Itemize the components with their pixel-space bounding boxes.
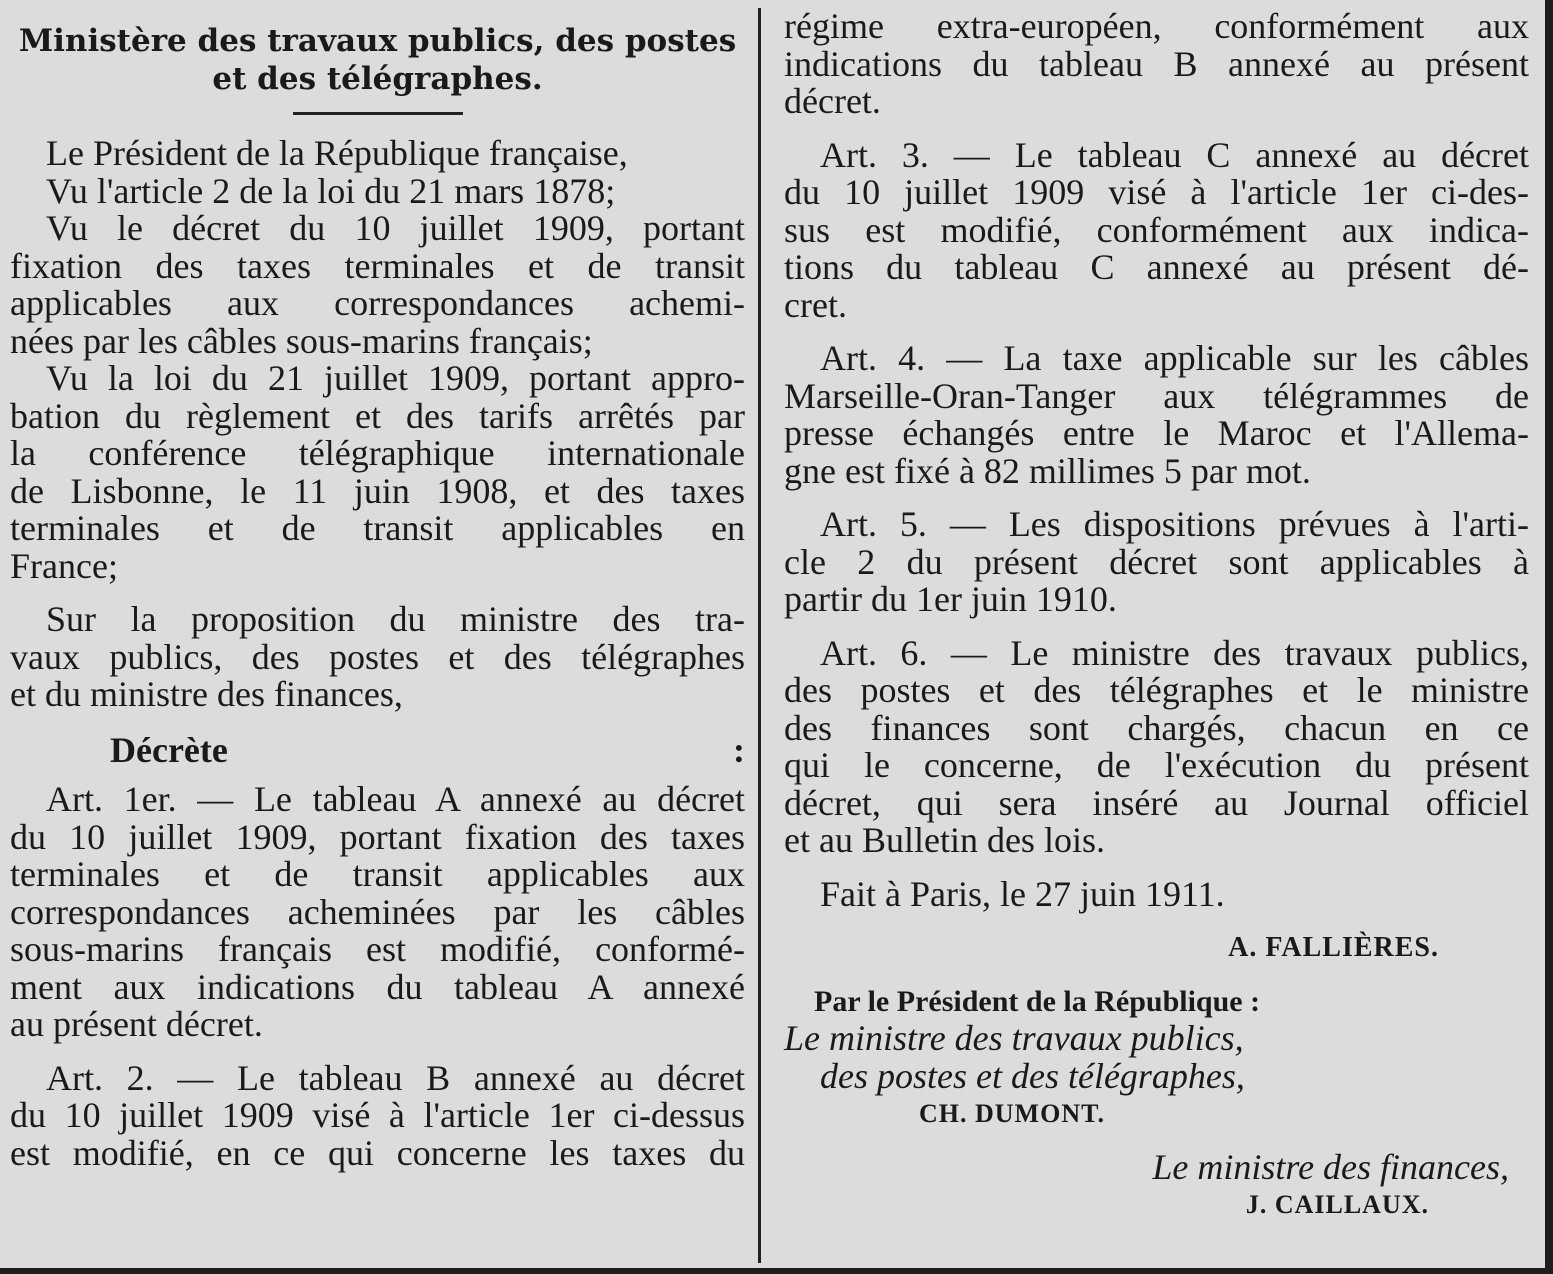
paragraph-line: décret. [784, 81, 881, 121]
paragraph-line: et au Bulletin des lois. [784, 820, 1105, 860]
minister-finances: Le ministre des finances, [1152, 1146, 1509, 1187]
paragraph-line: des finances sont chargés, chacun en ce [784, 707, 1529, 748]
paragraph-line: sous-marins français est modifié, conformé- [10, 929, 745, 969]
signature-caillaux: J. CAILLAUX. [1245, 1190, 1429, 1219]
paragraph-line: et du ministre des finances, [10, 674, 403, 714]
paragraph-line: Vu la loi du 21 juillet 1909, portant appro- [46, 358, 745, 398]
paragraph-line: applicables aux correspondances achemi- [10, 283, 745, 323]
paragraph-line: fixation des taxes terminales et de transit [10, 245, 745, 286]
paragraph-line: Sur la proposition du ministre des tra- [46, 599, 745, 639]
paragraph-line: du 10 juillet 1909 visé à l'article 1er ci-dessus [10, 1095, 745, 1135]
article-2-continued [784, 8, 1529, 121]
vu-decret-1909 [10, 210, 745, 360]
paragraph-line: des postes et des télégraphes et le ministre [784, 670, 1529, 710]
heading-line-2: et des télégraphes. [212, 61, 543, 97]
paragraph-line: Art. 4. — La taxe applicable sur les câbles [820, 338, 1529, 378]
vu-loi-1909 [10, 360, 745, 585]
article-6 [784, 632, 1529, 860]
paragraph-line: cle 2 du présent décret sont applicables à [784, 541, 1529, 582]
signature-fallieres: A. FALLIÈRES. [1228, 932, 1439, 963]
paragraph-line: qui le concerne, de l'exécution du présent [784, 745, 1529, 785]
paragraph-line: régime extra-européen, conformément aux [784, 6, 1529, 46]
paragraph-line: nées par les câbles sous-marins français; [10, 320, 593, 361]
paragraph-line: ment aux indications du tableau A annexé [10, 966, 745, 1007]
paragraph-line: au présent décret. [10, 1004, 263, 1044]
paragraph-line: cret. [784, 284, 847, 325]
paragraph-line: bation du règlement et des tarifs arrêtés par [10, 395, 745, 436]
article-1 [10, 781, 745, 1044]
minister-travaux-line-2: des postes et des télégraphes, [820, 1055, 1245, 1096]
paragraph-line: Art. 1er. — Le tableau A annexé au décret [46, 779, 745, 819]
article-2 [10, 1057, 745, 1173]
paragraph-line: correspondances acheminées par les câbles [10, 891, 745, 932]
minister-travaux-line-1: Le ministre des travaux publics, [784, 1018, 1244, 1058]
paragraph-line: décret, qui sera inséré au Journal officiel [784, 782, 1529, 823]
paragraph-line: du 10 juillet 1909 visé à l'article 1er ci-des- [784, 172, 1529, 212]
ministry-heading [10, 22, 745, 98]
paragraph-line: France; [10, 545, 118, 586]
article-5 [784, 506, 1529, 619]
paragraph-line: indications du tableau B annexé au présent [784, 43, 1529, 84]
paragraph-line: terminales et de transit applicables en [10, 508, 745, 548]
paragraph-line: Vu le décret du 10 juillet 1909, portant [46, 208, 745, 248]
signature-dumont: CH. DUMONT. [919, 1099, 1106, 1128]
decrete-label: Décrète : [110, 729, 745, 770]
paragraph-line: la conférence télégraphique internationale [10, 433, 745, 473]
paragraph-line: du 10 juillet 1909, portant fixation des taxes [10, 816, 745, 857]
paragraph-line: Art. 5. — Les dispositions prévues à l'arti- [820, 504, 1529, 544]
article-3 [784, 134, 1529, 325]
right-column [784, 8, 1529, 1224]
paragraph-line: de Lisbonne, le 11 juin 1908, et des taxes [10, 470, 745, 511]
paragraph-line: est modifié, en ce qui concerne les taxes du [10, 1132, 745, 1173]
heading-rule [293, 112, 463, 115]
paragraph-line: presse échangés entre le Maroc et l'Allema- [784, 413, 1529, 453]
paragraph-line: Art. 2. — Le tableau B annexé au décret [46, 1057, 745, 1098]
paragraph-line: Marseille-Oran-Tanger aux télégrammes de [784, 375, 1529, 416]
par-le-president: Par le Président de la République : [814, 984, 1261, 1018]
vu-loi-1878: Vu l'article 2 de la loi du 21 mars 1878; [46, 170, 616, 211]
paragraph-line: tions du tableau C annexé au présent dé- [784, 247, 1529, 287]
heading-line-1: Ministère des travaux publics, des postes [18, 23, 737, 59]
fait-a-paris: Fait à Paris, le 27 juin 1911. [820, 873, 1225, 914]
article-4 [784, 340, 1529, 490]
proposition-paragraph [10, 601, 745, 714]
paragraph-line: sus est modifié, conformément aux indica- [784, 209, 1529, 250]
left-column [10, 0, 745, 1172]
intro-line: Le Président de la République française, [46, 133, 628, 173]
paragraph-line: terminales et de transit applicables aux [10, 854, 745, 894]
paragraph-line: Art. 6. — Le ministre des travaux publics, [820, 632, 1529, 673]
paragraph-line: Art. 3. — Le tableau C annexé au décret [820, 134, 1529, 175]
column-divider [758, 8, 761, 1263]
paragraph-line: gne est fixé à 82 millimes 5 par mot. [784, 450, 1311, 491]
paragraph-line: partir du 1er juin 1910. [784, 579, 1117, 619]
paragraph-line: vaux publics, des postes et des télégraphes [10, 636, 745, 677]
